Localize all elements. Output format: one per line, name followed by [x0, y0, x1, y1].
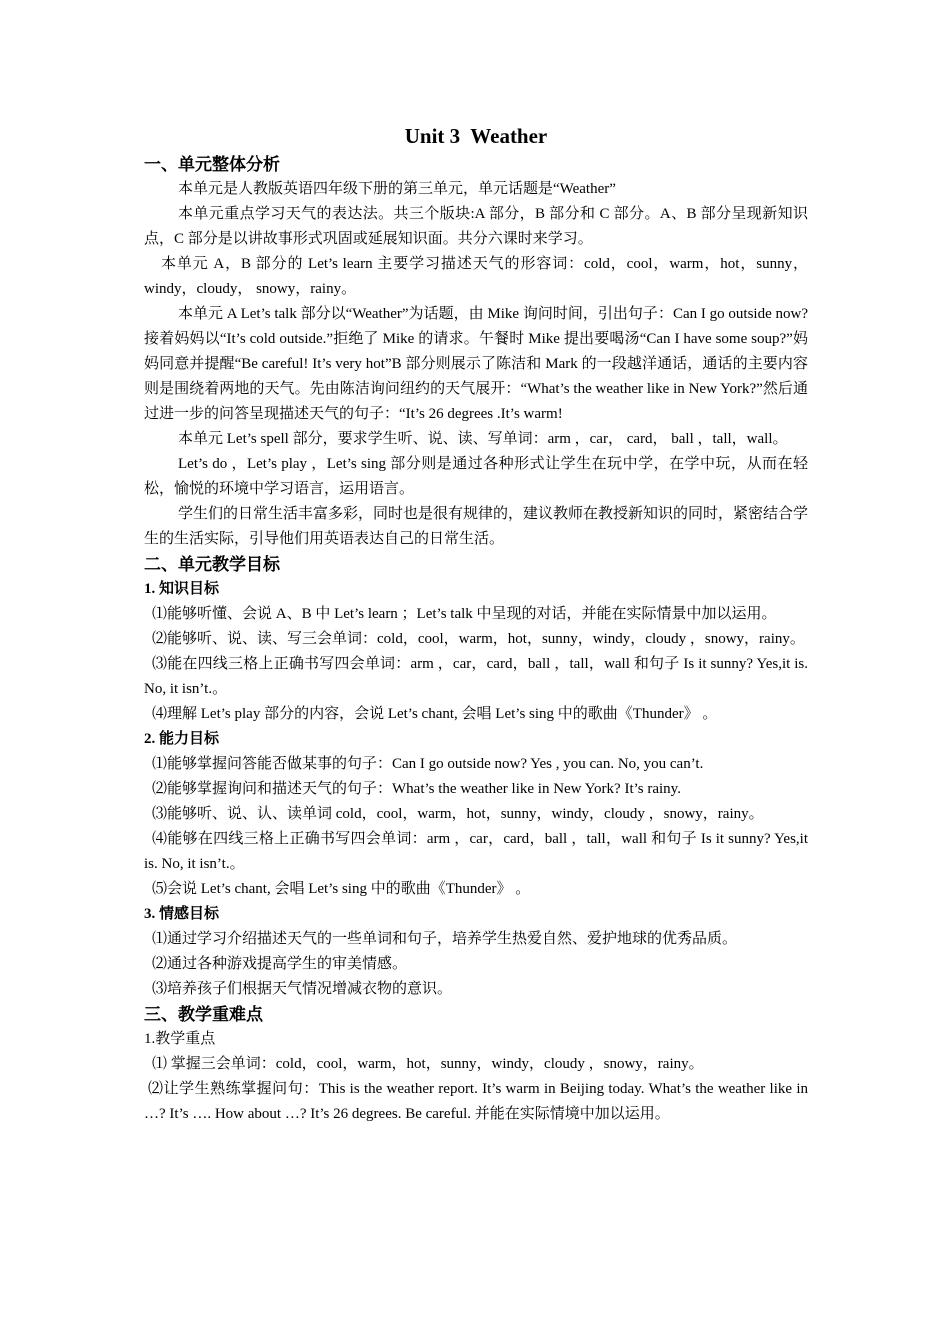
paragraph: 学生们的日常生活丰富多彩，同时也是很有规律的，建议教师在教授新知识的同时，紧密结合学生的生活实际，引导他们用英语表达自己的日常生活。: [144, 506, 809, 547]
list-item: ⑷能够在四线三格上正确书写四会单词：arm ，car，card，ball ，tall，wall 和句子 Is it sunny? Yes,it is. No, it isn’t.。: [144, 831, 808, 872]
paragraph: 本单元是人教版英语四年级下册的第三单元，单元话题是“Weather”: [178, 181, 616, 197]
list-item: ⑶培养孩子们根据天气情况增减衣物的意识。: [152, 981, 453, 997]
subheading-emotion: 3. 情感目标: [144, 906, 220, 922]
subheading-knowledge: 1. 知识目标: [144, 581, 220, 597]
section-heading-analysis: 一、单元整体分析: [144, 155, 280, 174]
list-item: ⑸会说 Let’s chant, 会唱 Let’s sing 中的歌曲《Thunder》 。: [152, 881, 531, 897]
paragraph: 本单元 Let’s spell 部分，要求学生听、说、读、写单词：arm ，car， card， ball ，tall，wall。: [178, 431, 788, 447]
list-item: ⑷理解 Let’s play 部分的内容，会说 Let’s chant, 会唱 Let’s sing 中的歌曲《Thunder》 。: [152, 706, 718, 722]
section-heading-goals: 二、单元教学目标: [144, 555, 280, 574]
list-item: ⑴能够听懂、会说 A、B 中 Let’s learn ；Let’s talk 中呈现的对话，并能在实际情景中加以运用。: [152, 606, 777, 622]
page-title: Unit 3 Weather: [404, 124, 548, 148]
subheading-teaching-focus: 1.教学重点: [144, 1031, 216, 1047]
paragraph: Let’s do ，Let’s play ，Let’s sing 部分则是通过各种形式让学生在玩中学，在学中玩，从而在轻松，愉悦的环境中学习语言，运用语言。: [144, 456, 808, 497]
paragraph: 本单元 A Let’s talk 部分以“Weather”为话题，由 Mike 询问时间，引出句子：Can I go outside now? 接着妈妈以“It’s cold outside.”拒绝了 Mike 的请求。午餐时 Mike 提出要喝汤“Can I have some soup?”妈妈同意并提醒“Be careful! It’s very hot”B 部分则展示了陈洁和 Mark 的一段越洋通话，通话的主要内容则是围绕着两地的天气。先由陈洁询问纽约的天气展开：“What’s the weather like in New York?”然后通过进一步的问答呈现描述天气的句子：“It’s 26 degrees .It’s warm!: [144, 306, 808, 422]
paragraph: 本单元重点学习天气的表达法。共三个版块:A 部分，B 部分和 C 部分。A、B 部分呈现新知识点，C 部分是以讲故事形式巩固或延展知识面。共分六课时来学习。: [144, 206, 808, 247]
list-item: ⑴通过学习介绍描述天气的一些单词和句子，培养学生热爱自然、爱护地球的优秀品质。: [152, 931, 738, 947]
list-item: ⑵通过各种游戏提高学生的审美情感。: [152, 956, 408, 972]
subheading-ability: 2. 能力目标: [144, 731, 220, 747]
list-item: ⑴能够掌握问答能否做某事的句子：Can I go outside now? Yes , you can. No, you can’t.: [152, 756, 704, 772]
list-item: ⑶能够听、说、认、读单词 cold，cool，warm，hot，sunny，windy，cloudy ，snowy，rainy。: [152, 806, 764, 822]
section-heading-key-points: 三、教学重难点: [144, 1005, 263, 1024]
paragraph: 本单元 A，B 部分的 Let’s learn 主要学习描述天气的形容词：cold，cool，warm，hot，sunny，windy，cloudy， snowy，rainy。: [144, 256, 808, 297]
list-item: ⑴ 掌握三会单词：cold，cool，warm，hot，sunny，windy，cloudy ，snowy，rainy。: [152, 1056, 704, 1072]
document-page: [144, 120, 808, 1127]
list-item: ⑵能够听、说、读、写三会单词：cold，cool，warm，hot，sunny，windy，cloudy ，snowy，rainy。: [152, 631, 805, 647]
list-item: ⑵能够掌握询问和描述天气的句子：What’s the weather like in New York? It’s rainy.: [152, 781, 681, 797]
list-item: ⑶能在四线三格上正确书写四会单词：arm ，car，card，ball ，tall，wall 和句子 Is it sunny? Yes,it is. No, it isn’t.。: [144, 656, 808, 697]
list-item: ⑵让学生熟练掌握问句：This is the weather report. It’s warm in Beijing today. What’s the weather like in …? It’s …. How about …? It’s 26 degrees. Be careful. 并能在实际情境中加以运用。: [144, 1081, 808, 1122]
